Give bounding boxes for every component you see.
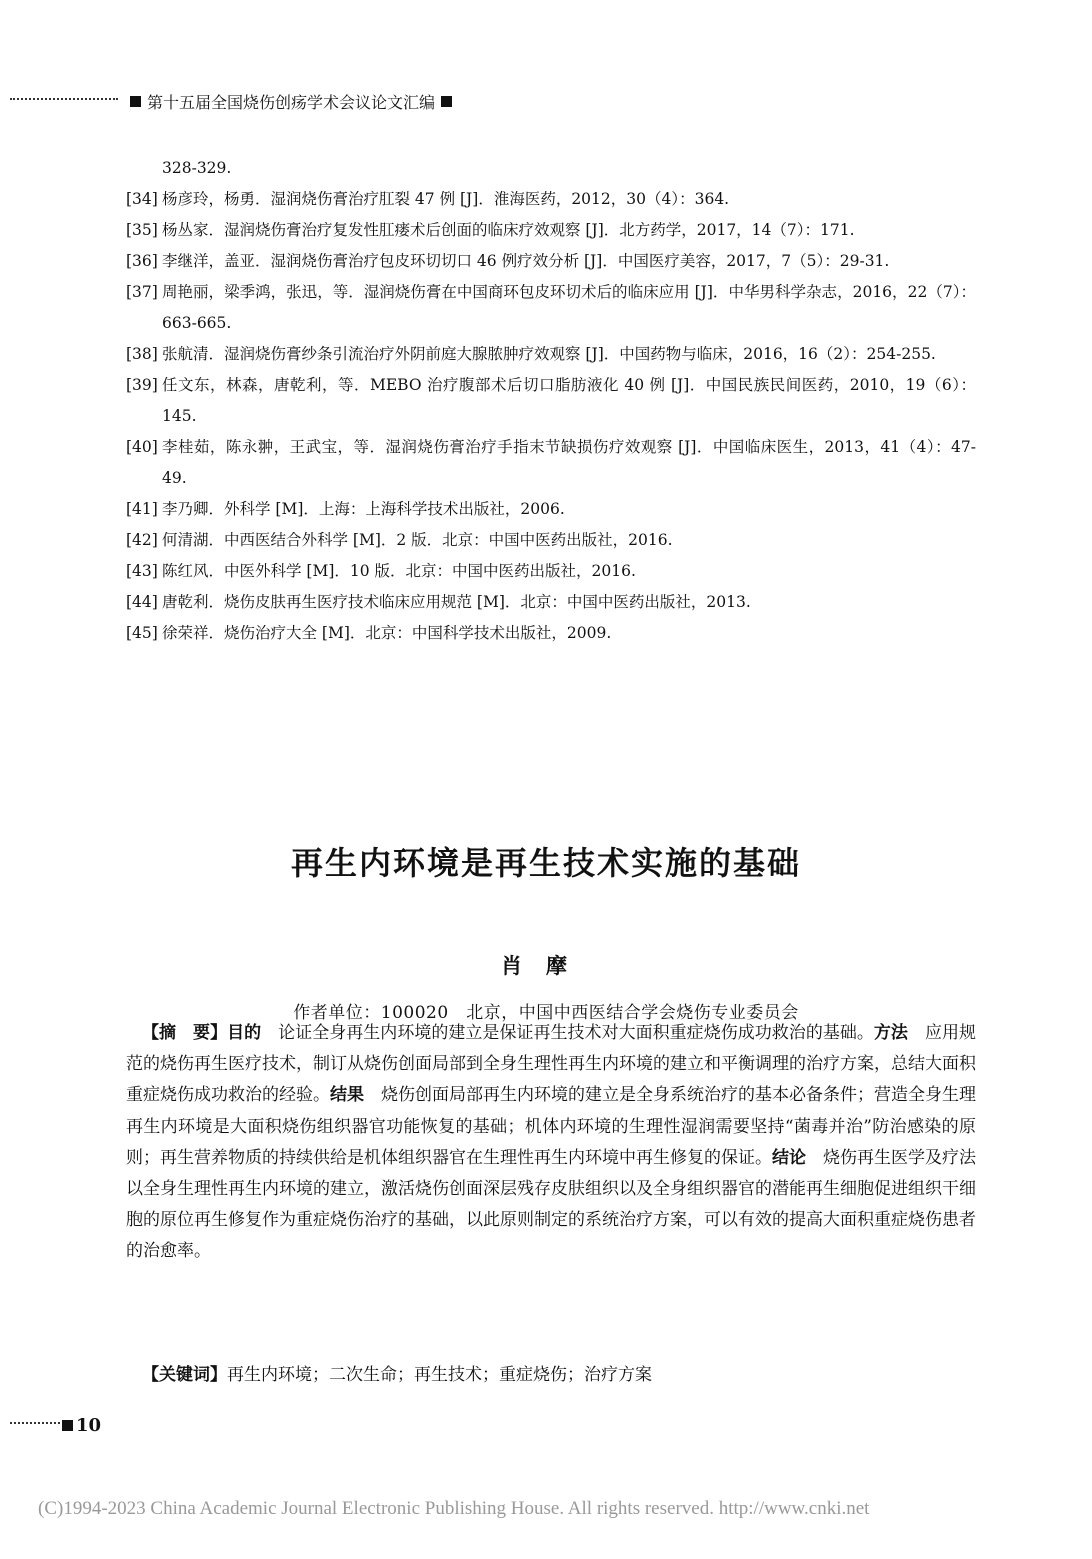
page-number: 10 (76, 1414, 102, 1436)
reference-item (126, 339, 976, 370)
results-text: 烧伤创面局部再生内环境的建立是全身系统治疗的基本必备条件；营造全身生理再生内环境是大面积烧伤组织器官功能恢复的基础；机体内环境的生理性湿润需要坚持“菌毒并治”防治感染的原则；再生营养物质的持续供给是机体组织器官在生理性再生内环境中再生修复的保证。 (126, 1085, 976, 1168)
reference-text: 何清湖．中西医结合外科学 [M]．2 版．北京：中国中医药出版社，2016. (162, 531, 673, 549)
keywords-label: 【关键词】 (142, 1365, 227, 1385)
abstract (126, 1018, 976, 1268)
keywords-text: 再生内环境；二次生命；再生技术；重症烧伤；治疗方案 (227, 1365, 652, 1385)
reference-item (126, 370, 976, 432)
reference-list (126, 153, 976, 649)
reference-number: [42] (126, 531, 158, 549)
reference-item (126, 246, 976, 277)
reference-item (126, 525, 976, 556)
reference-text: 唐乾利．烧伤皮肤再生医疗技术临床应用规范 [M]．北京：中国中医药出版社，2013. (162, 593, 751, 611)
reference-number: [44] (126, 593, 158, 611)
reference-number: [36] (126, 252, 158, 270)
objective-label: 目的 (227, 1023, 262, 1043)
conclusion-text: 烧伤再生医学及疗法以全身生理性再生内环境的建立，激活烧伤创面深层残存皮肤组织以及全身组织器官的潜能再生细胞促进组织干细胞的原位再生修复作为重症烧伤治疗的基础，以此原则制定的系统治疗方案，可以有效的提高大面积重症烧伤患者的治愈率。 (126, 1147, 976, 1262)
reference-text: 李继洋，盖亚．湿润烧伤膏治疗包皮环切切口 46 例疗效分析 [J]．中国医疗美容，2017，7（5）：29-31. (162, 252, 890, 270)
reference-item (126, 618, 976, 649)
copyright-notice: (C)1994-2023 China Academic Journal Electronic Publishing House. All rights reserved. http://www.cnki.net (38, 1498, 870, 1519)
reference-number: [35] (126, 221, 158, 239)
methods-label: 方法 (873, 1023, 908, 1043)
header-square-left-icon (130, 96, 141, 107)
results-label: 结果 (330, 1085, 364, 1106)
reference-item (126, 432, 976, 494)
reference-text: 任文东，林森，唐乾利，等．MEBO 治疗腹部术后切口脂肪液化 40 例 [J]．中国民族民间医药，2010，19（6）：145. (162, 376, 977, 425)
reference-number: [45] (126, 624, 158, 642)
reference-item (126, 215, 976, 246)
reference-item (126, 184, 976, 215)
reference-text: 杨彦玲，杨勇．湿润烧伤膏治疗肛裂 47 例 [J]．淮海医药，2012，30（4）：364. (162, 190, 730, 208)
running-header (10, 88, 550, 114)
author-affiliation: 作者单位：100020 北京，中国中西医结合学会烧伤专业委员会 (293, 1003, 799, 1023)
reference-continuation: 328-329. (162, 159, 232, 177)
objective-text: 论证全身再生内环境的建立是保证再生技术对大面积重症烧伤成功救治的基础。 (261, 1023, 874, 1043)
article-author: 肖摩 (501, 953, 591, 978)
reference-items (126, 184, 976, 649)
page-footer (10, 1413, 101, 1437)
header-square-right-icon (441, 96, 452, 107)
abstract-label: 【摘 要】 (142, 1023, 228, 1043)
reference-text: 陈红风．中医外科学 [M]．10 版．北京：中国中医药出版社，2016. (162, 562, 636, 580)
reference-text: 杨丛家．湿润烧伤膏治疗复发性肛瘘术后创面的临床疗效观察 [J]．北方药学，2017，14（7）：171. (162, 221, 855, 239)
reference-number: [37] (126, 283, 158, 301)
keywords (142, 1360, 976, 1391)
reference-item (126, 277, 976, 339)
conclusion-label: 结论 (772, 1147, 806, 1168)
reference-item (126, 556, 976, 587)
reference-text: 周艳丽，梁季鸿，张迅，等．湿润烧伤膏在中国商环包皮环切术后的临床应用 [J]．中华男科学杂志，2016，22（7）：663-665. (162, 283, 976, 332)
footer-dotted-rule (10, 1422, 60, 1424)
reference-number: [43] (126, 562, 158, 580)
reference-item (126, 494, 976, 525)
reference-text: 李桂茹，陈永翀，王武宝，等．湿润烧伤膏治疗手指末节缺损伤疗效观察 [J]．中国临床医生，2013，41（4）：47-49. (162, 438, 976, 487)
article-title: 再生内环境是再生技术实施的基础 (290, 844, 801, 882)
reference-text: 徐荣祥．烧伤治疗大全 [M]．北京：中国科学技术出版社，2009. (162, 624, 612, 642)
reference-number: [41] (126, 500, 158, 518)
reference-text: 张航清．湿润烧伤膏纱条引流治疗外阴前庭大腺脓肿疗效观察 [J]．中国药物与临床，2016，16（2）：254-255. (162, 345, 936, 363)
reference-number: [40] (126, 438, 158, 456)
reference-number: [38] (126, 345, 158, 363)
header-text: 第十五届全国烧伤创疡学术会议论文汇编 (147, 92, 436, 112)
reference-text: 李乃卿．外科学 [M]．上海：上海科学技术出版社，2006. (162, 500, 565, 518)
methods-text: 应用规范的烧伤再生医疗技术，制订从烧伤创面局部到全身生理性再生内环境的建立和平衡调理的治疗方案，总结大面积重症烧伤成功救治的经验。 (126, 1023, 977, 1106)
header-dotted-rule (10, 98, 118, 100)
reference-number: [34] (126, 190, 158, 208)
footer-square-icon (62, 1420, 73, 1431)
reference-number: [39] (126, 376, 158, 394)
reference-item (126, 587, 976, 618)
